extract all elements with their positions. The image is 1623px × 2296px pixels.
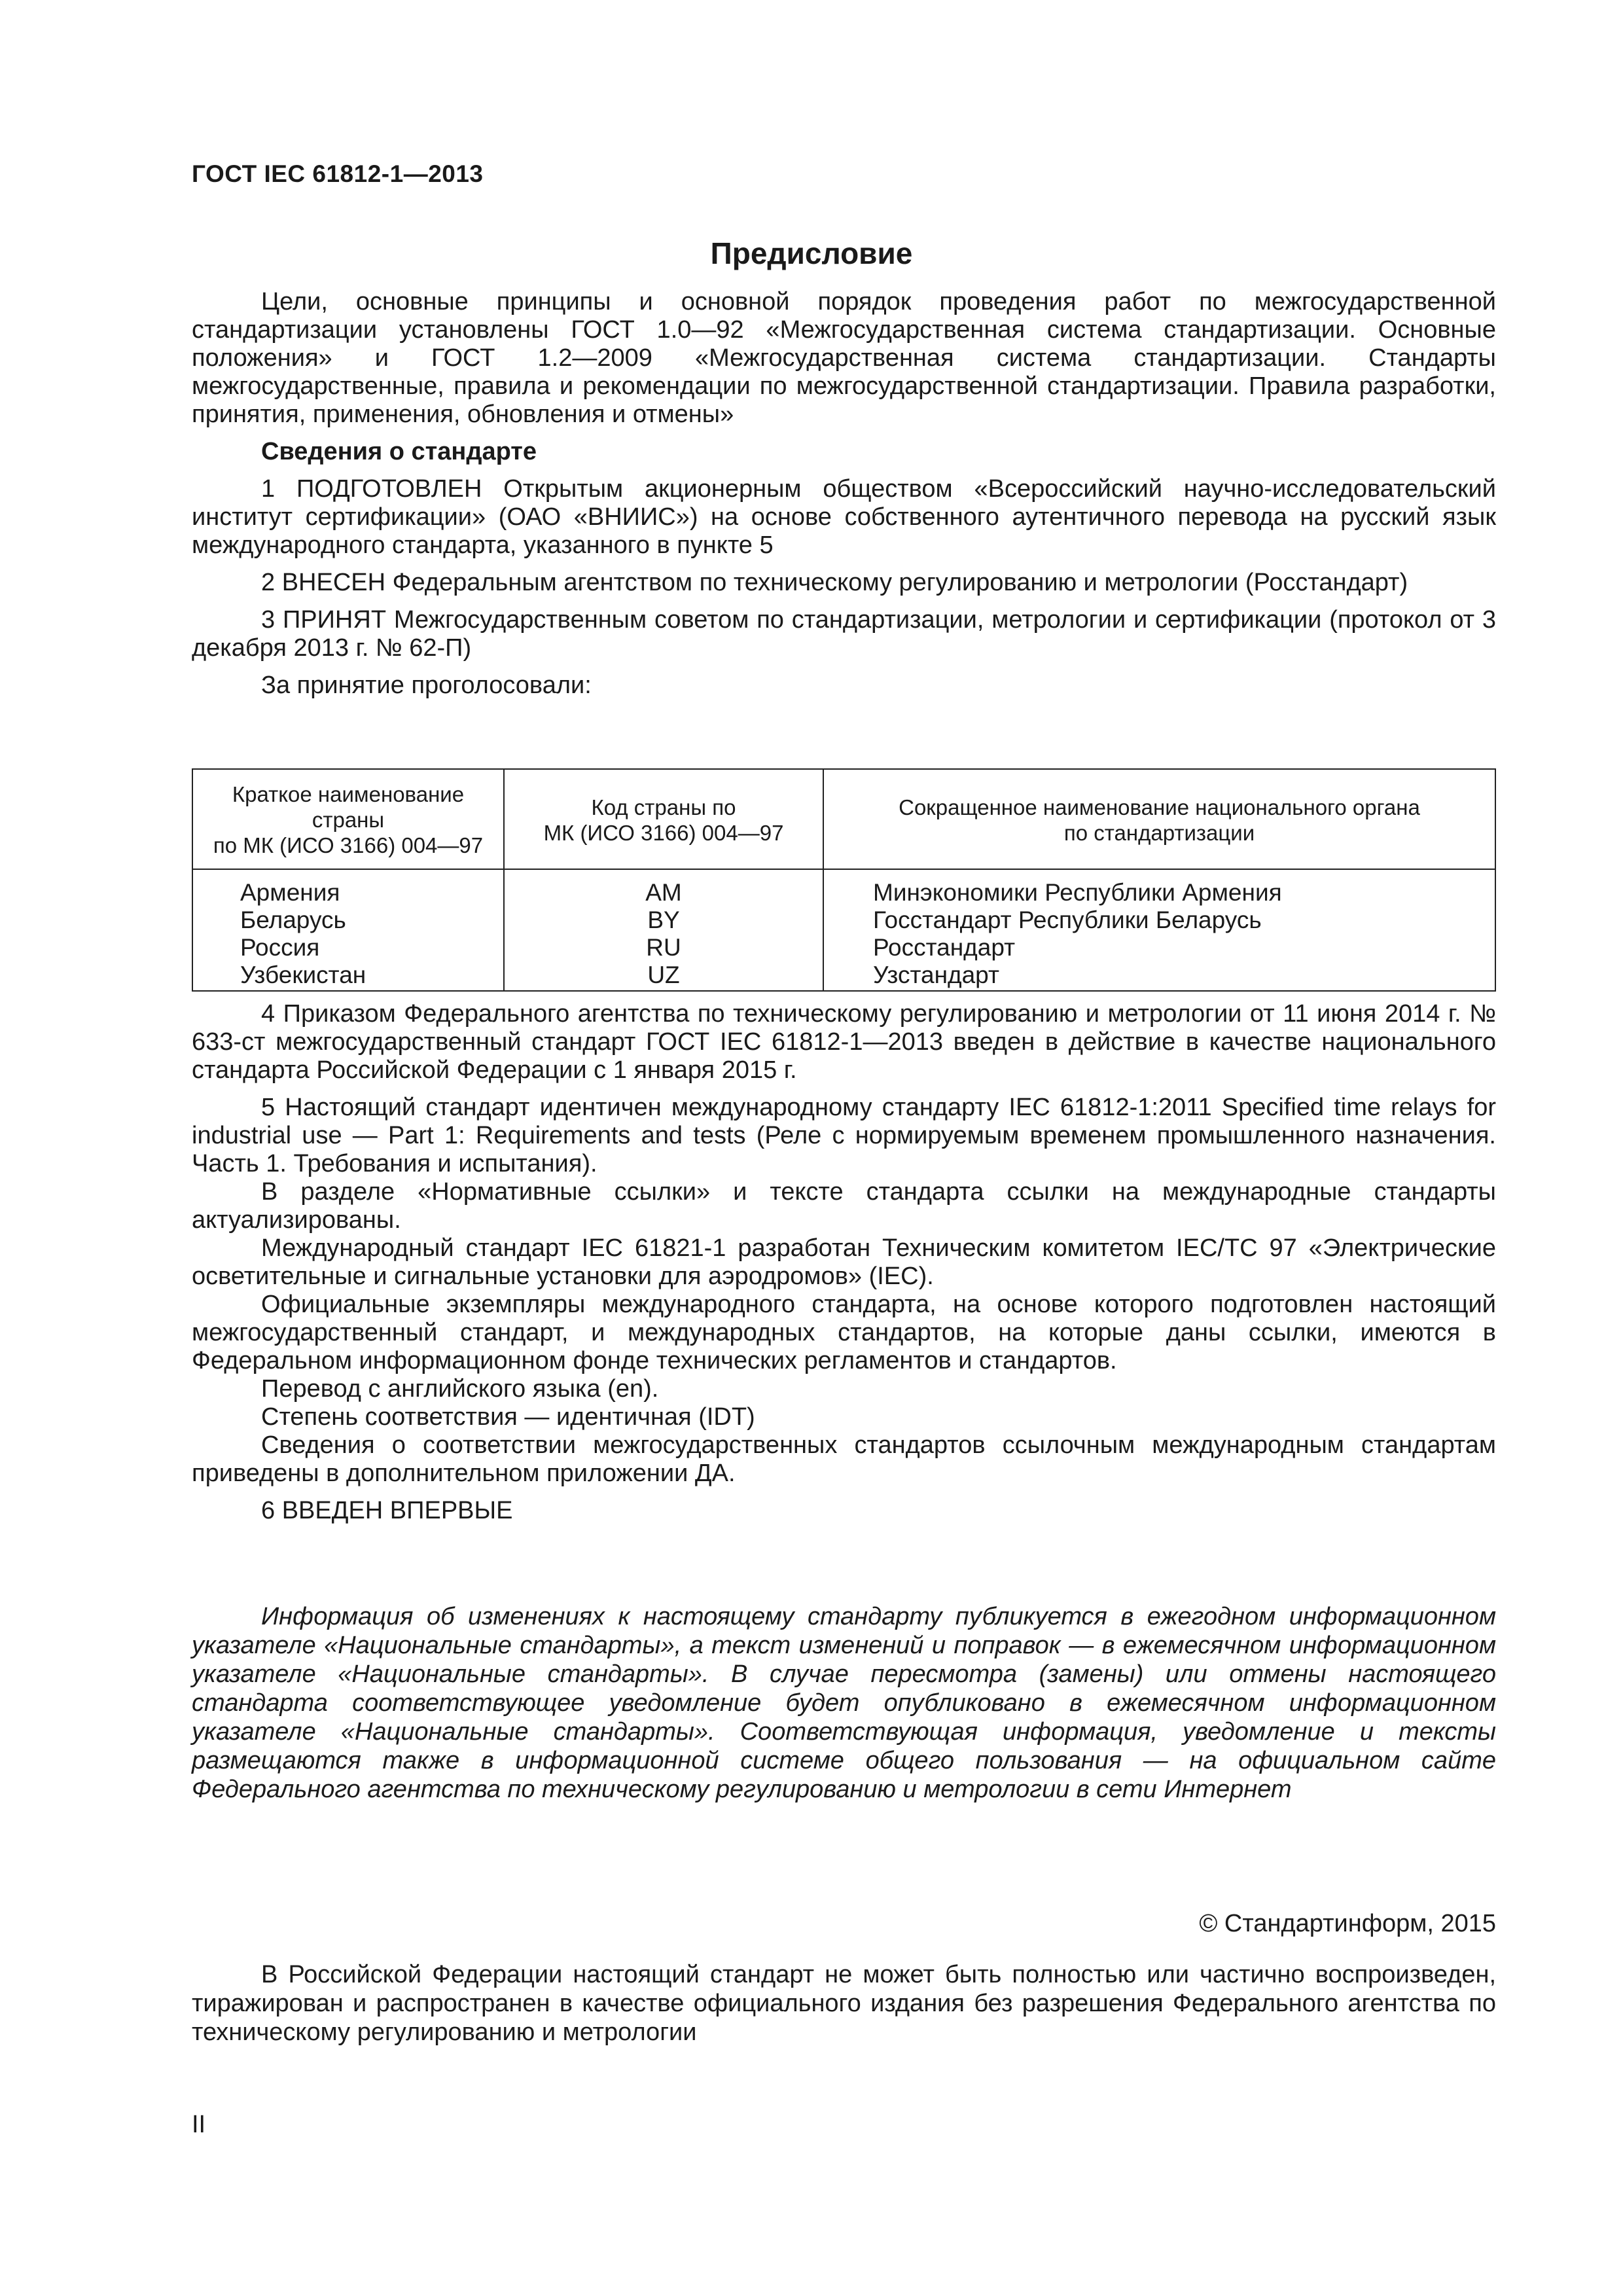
code-cell: AM	[504, 869, 823, 906]
item-6: 6 ВВЕДЕН ВПЕРВЫЕ	[261, 1497, 513, 1524]
changes-notice-text: Информация об изменениях к настоящему стандарту публикуется в ежегодном информационном указателе «Национальные стандарты», а текст изменений и поправок — в ежемесячном информационном указателе «Национальные стандарты». В случае пересмотра (замены) или отмены настоящего стандарта соответствующее уведомление будет опубликовано в ежемесячном информационном указателе «Национальные стандарты». Соответствующая информация, уведомление и тексты размещаются также в информационной системе общего пользования — на официальном сайте Федерального агентства по техническому регулированию и метрологии в сети Интернет	[192, 1603, 1496, 1803]
code-cell: UZ	[504, 961, 823, 991]
table-row	[192, 934, 1495, 961]
table-header-row	[192, 769, 1495, 869]
standard-id: ГОСТ IEC 61812-1—2013	[192, 160, 484, 187]
item-5: 5 Настоящий стандарт идентичен международному стандарту IEC 61812-1:2011 Specified time relays for industrial use — Part 1: Requirements and tests (Реле с нормируемым временем промышленного назначения. Часть 1. Требования и испытания).	[192, 1094, 1496, 1177]
header-code	[504, 769, 823, 869]
page-number: II	[192, 2111, 206, 2138]
preface-body	[192, 288, 1496, 700]
preface-body-continued	[192, 1000, 1496, 1525]
header-code-line2: МК (ИСО 3166) 004—97	[543, 820, 784, 845]
body-cell: Госстандарт Республики Беларусь	[823, 906, 1495, 934]
code-cell: BY	[504, 906, 823, 934]
country-cell: Узбекистан	[192, 961, 504, 991]
item-5-committee: Международный стандарт IEC 61821-1 разработан Техническим комитетом IEC/TC 97 «Электрические осветительные и сигнальные установки для аэродромов» (IEC).	[192, 1234, 1496, 1290]
body-cell: Узстандарт	[823, 961, 1495, 991]
country-cell: Армения	[192, 869, 504, 906]
item-5-refs: В разделе «Нормативные ссылки» и тексте стандарта ссылки на международные стандарты актуализированы.	[192, 1178, 1496, 1234]
item-5-annex: Сведения о соответствии межгосударственных стандартов ссылочным международным стандартам приведены в дополнительном приложении ДА.	[192, 1431, 1496, 1487]
intro-paragraph: Цели, основные принципы и основной порядок проведения работ по межгосударственной стандартизации установлены ГОСТ 1.0—92 «Межгосударственная система стандартизации. Основные положения» и ГОСТ 1.2—2009 «Межгосударственная система стандартизации. Стандарты межгосударственные, правила и рекомендации по межгосударственной стандартизации. Правила разработки, принятия, применения, обновления и отмены»	[192, 288, 1496, 428]
header-body	[823, 769, 1495, 869]
item-5-translation: Перевод с английского языка (en).	[261, 1375, 659, 1403]
vote-table	[192, 768, 1496, 992]
item-3: 3 ПРИНЯТ Межгосударственным советом по стандартизации, метрологии и сертификации (протокол от 3 декабря 2013 г. № 62-П)	[192, 606, 1496, 662]
country-cell: Беларусь	[192, 906, 504, 934]
country-cell: Россия	[192, 934, 504, 961]
code-cell: RU	[504, 934, 823, 961]
header-body-line2: по стандартизации	[1063, 820, 1255, 845]
voted-label: За принятие проголосовали:	[261, 672, 592, 699]
header-country-line2: по МК (ИСО 3166) 004—97	[213, 833, 484, 857]
header-code-line1: Код страны по	[591, 795, 736, 819]
item-5-copies: Официальные экземпляры международного стандарта, на основе которого подготовлен настоящий межгосударственный стандарт, и международных стандартов, на которые даны ссылки, имеются в Федеральном информационном фонде технических регламентов и стандартов.	[192, 1291, 1496, 1374]
item-2: 2 ВНЕСЕН Федеральным агентством по техническому регулированию и метрологии (Росстандарт)	[261, 569, 1408, 596]
table-row	[192, 869, 1495, 906]
body-cell: Росстандарт	[823, 934, 1495, 961]
legal-notice	[192, 1960, 1496, 2047]
table-row	[192, 961, 1495, 991]
header-country	[192, 769, 504, 869]
item-4: 4 Приказом Федерального агентства по техническому регулированию и метрологии от 11 июня 2014 г. № 633-ст межгосударственный стандарт ГОСТ IEC 61812-1—2013 введен в действие в качестве национального стандарта Российской Федерации с 1 января 2015 г.	[192, 1000, 1496, 1084]
header-body-line1: Сокращенное наименование национального органа	[899, 795, 1420, 819]
body-cell: Минэкономики Республики Армения	[823, 869, 1495, 906]
copyright: © Стандартинформ, 2015	[1199, 1910, 1496, 1937]
legal-notice-text: В Российской Федерации настоящий стандарт не может быть полностью или частично воспроизведен, тиражирован и распространен в качестве официального издания без разрешения Федерального агентства по техническому регулированию и метрологии	[192, 1961, 1496, 2046]
table-row	[192, 906, 1495, 934]
header-country-line1: Краткое наименование страны	[232, 782, 465, 832]
page-title: Предисловие	[710, 236, 913, 270]
section-title: Сведения о стандарте	[261, 438, 537, 465]
changes-notice	[192, 1602, 1496, 1804]
item-1: 1 ПОДГОТОВЛЕН Открытым акционерным обществом «Всероссийский научно-исследовательский институт сертификации» (ОАО «ВНИИС») на основе собственного аутентичного перевода на русский язык международного стандарта, указанного в пункте 5	[192, 475, 1496, 559]
item-5-degree: Степень соответствия — идентичная (IDT)	[261, 1403, 755, 1431]
